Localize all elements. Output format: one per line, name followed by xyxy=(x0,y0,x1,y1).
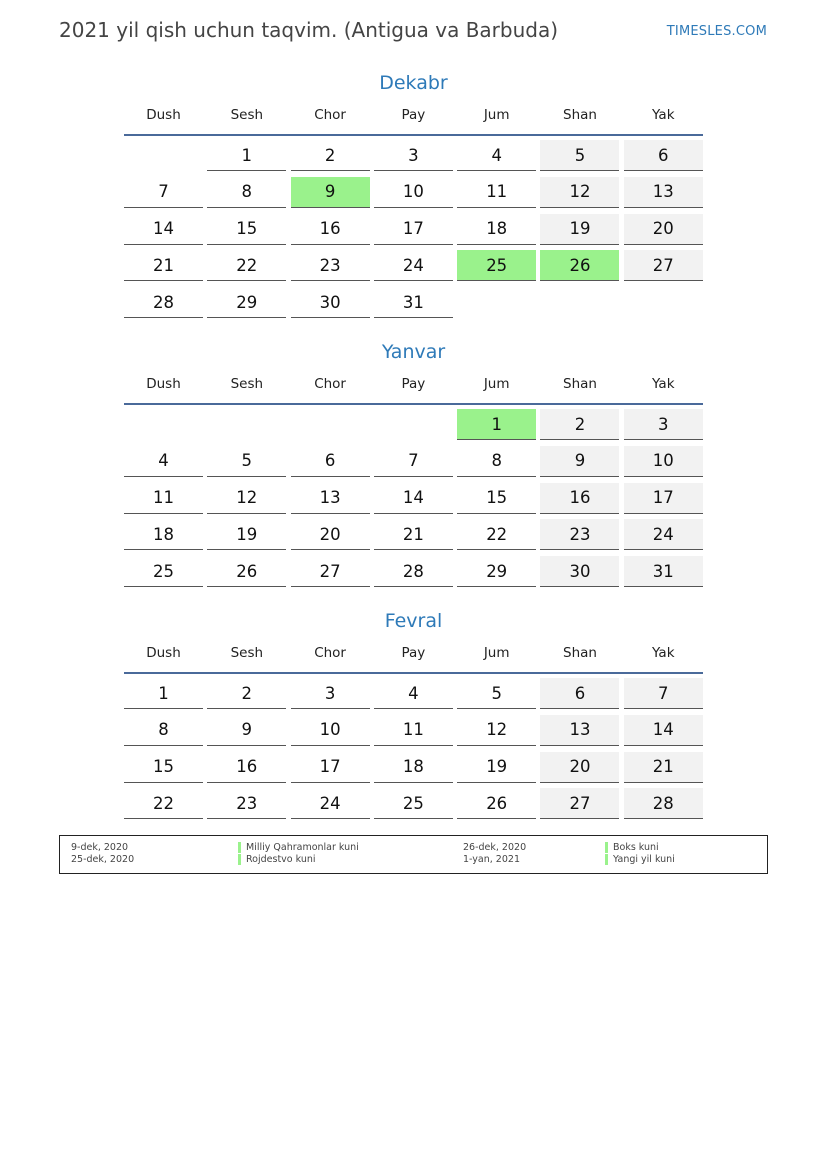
legend-holiday-name: Rojdestvo kuni xyxy=(246,854,316,865)
legend-date: 9-dek, 2020 xyxy=(71,842,129,853)
day-cell: 2 xyxy=(207,678,286,709)
day-cell: 22 xyxy=(457,519,536,550)
day-cell: 17 xyxy=(374,214,453,245)
day-cell: 23 xyxy=(291,250,370,281)
legend-date: 26-dek, 2020 xyxy=(463,842,527,853)
day-cell: 21 xyxy=(624,752,703,783)
day-cell: 16 xyxy=(207,752,286,783)
day-cell: 3 xyxy=(291,678,370,709)
day-cell: 9 xyxy=(207,715,286,746)
holiday-color-marker xyxy=(605,842,608,853)
day-cell: 6 xyxy=(540,678,619,709)
day-cell: 20 xyxy=(540,752,619,783)
day-cell: 6 xyxy=(624,140,703,171)
weekday-label: Yak xyxy=(652,375,675,392)
day-cell: 18 xyxy=(457,214,536,245)
day-cell: 25 xyxy=(374,788,453,819)
day-cell: 27 xyxy=(624,250,703,281)
weekday-header xyxy=(124,639,703,666)
empty-day-cell xyxy=(124,140,203,170)
day-cell: 8 xyxy=(124,715,203,746)
day-cell: 19 xyxy=(540,214,619,245)
month-december xyxy=(124,68,703,324)
day-cell: 13 xyxy=(624,177,703,208)
day-cell: 10 xyxy=(291,715,370,746)
weekday-label: Dush xyxy=(146,644,181,661)
day-cell: 23 xyxy=(207,788,286,819)
day-cell: 18 xyxy=(124,519,203,550)
day-cell: 19 xyxy=(207,519,286,550)
legend-date: 1-yan, 2021 xyxy=(463,854,520,865)
day-grid xyxy=(124,409,703,593)
weekday-label: Dush xyxy=(146,375,181,392)
day-cell: 11 xyxy=(124,483,203,514)
day-cell: 28 xyxy=(124,287,203,318)
day-grid xyxy=(124,140,703,324)
day-cell: 29 xyxy=(207,287,286,318)
weekday-label: Chor xyxy=(314,106,346,123)
month-title: Dekabr xyxy=(379,72,448,94)
holiday-day-cell: 1 xyxy=(457,409,536,440)
holiday-day-cell: 9 xyxy=(291,177,370,208)
day-cell: 14 xyxy=(624,715,703,746)
day-cell: 24 xyxy=(291,788,370,819)
weekday-label: Jum xyxy=(483,644,510,661)
day-cell: 15 xyxy=(207,214,286,245)
weekday-header xyxy=(124,370,703,397)
header-divider xyxy=(124,134,703,136)
day-cell: 22 xyxy=(124,788,203,819)
day-cell: 14 xyxy=(374,483,453,514)
day-cell: 20 xyxy=(291,519,370,550)
weekday-label: Chor xyxy=(314,375,346,392)
day-cell: 2 xyxy=(540,409,619,440)
day-cell: 4 xyxy=(374,678,453,709)
day-cell: 8 xyxy=(457,446,536,477)
day-cell: 11 xyxy=(374,715,453,746)
day-cell: 29 xyxy=(457,556,536,587)
day-cell: 16 xyxy=(540,483,619,514)
weekday-label: Yak xyxy=(652,644,675,661)
day-cell: 10 xyxy=(624,446,703,477)
day-cell: 19 xyxy=(457,752,536,783)
day-cell: 7 xyxy=(624,678,703,709)
day-cell: 15 xyxy=(457,483,536,514)
day-cell: 12 xyxy=(207,483,286,514)
day-cell: 17 xyxy=(624,483,703,514)
page-title: 2021 yil qish uchun taqvim. (Antigua va Barbuda) xyxy=(59,18,559,42)
day-cell: 7 xyxy=(124,177,203,208)
day-cell: 18 xyxy=(374,752,453,783)
day-cell: 31 xyxy=(624,556,703,587)
holiday-legend xyxy=(59,835,768,874)
weekday-label: Pay xyxy=(401,375,426,392)
day-cell: 2 xyxy=(291,140,370,171)
day-cell: 13 xyxy=(291,483,370,514)
weekday-label: Sesh xyxy=(230,106,264,123)
day-cell: 14 xyxy=(124,214,203,245)
day-cell: 26 xyxy=(457,788,536,819)
weekday-header xyxy=(124,101,703,128)
day-cell: 25 xyxy=(124,556,203,587)
day-cell: 13 xyxy=(540,715,619,746)
day-cell: 30 xyxy=(291,287,370,318)
day-cell: 23 xyxy=(540,519,619,550)
day-cell: 5 xyxy=(207,446,286,477)
day-cell: 3 xyxy=(624,409,703,440)
weekday-label: Chor xyxy=(314,644,346,661)
legend-date: 25-dek, 2020 xyxy=(71,854,135,865)
day-cell: 22 xyxy=(207,250,286,281)
day-cell: 8 xyxy=(207,177,286,208)
day-cell: 5 xyxy=(540,140,619,171)
weekday-label: Shan xyxy=(563,644,597,661)
day-cell: 28 xyxy=(374,556,453,587)
legend-holiday-name: Milliy Qahramonlar kuni xyxy=(246,842,359,853)
holiday-color-marker xyxy=(238,842,241,853)
day-cell: 11 xyxy=(457,177,536,208)
empty-day-cell xyxy=(207,409,286,439)
empty-day-cell xyxy=(124,409,203,439)
empty-day-cell xyxy=(291,409,370,439)
day-cell: 27 xyxy=(291,556,370,587)
day-cell: 6 xyxy=(291,446,370,477)
day-cell: 4 xyxy=(124,446,203,477)
legend-holiday-name: Yangi yil kuni xyxy=(613,854,675,865)
day-cell: 1 xyxy=(124,678,203,709)
weekday-label: Jum xyxy=(483,375,510,392)
day-cell: 21 xyxy=(374,519,453,550)
day-cell: 7 xyxy=(374,446,453,477)
site-link[interactable]: TIMESLES.COM xyxy=(666,24,767,39)
month-title: Yanvar xyxy=(381,341,446,363)
weekday-label: Sesh xyxy=(230,644,264,661)
holiday-color-marker xyxy=(605,854,608,865)
month-january xyxy=(124,337,703,593)
day-cell: 31 xyxy=(374,287,453,318)
weekday-label: Pay xyxy=(401,106,426,123)
day-cell: 17 xyxy=(291,752,370,783)
day-cell: 10 xyxy=(374,177,453,208)
day-cell: 3 xyxy=(374,140,453,171)
weekday-label: Sesh xyxy=(230,375,264,392)
holiday-color-marker xyxy=(238,854,241,865)
day-cell: 30 xyxy=(540,556,619,587)
day-cell: 21 xyxy=(124,250,203,281)
day-cell: 12 xyxy=(457,715,536,746)
holiday-day-cell: 26 xyxy=(540,250,619,281)
day-cell: 5 xyxy=(457,678,536,709)
weekday-label: Dush xyxy=(146,106,181,123)
weekday-label: Shan xyxy=(563,106,597,123)
month-february xyxy=(124,606,703,825)
legend-holiday-name: Boks kuni xyxy=(613,842,659,853)
header-divider xyxy=(124,672,703,674)
day-cell: 24 xyxy=(374,250,453,281)
day-grid xyxy=(124,678,703,825)
weekday-label: Jum xyxy=(483,106,510,123)
day-cell: 9 xyxy=(540,446,619,477)
weekday-label: Yak xyxy=(652,106,675,123)
day-cell: 27 xyxy=(540,788,619,819)
header-divider xyxy=(124,403,703,405)
day-cell: 12 xyxy=(540,177,619,208)
holiday-day-cell: 25 xyxy=(457,250,536,281)
day-cell: 4 xyxy=(457,140,536,171)
day-cell: 1 xyxy=(207,140,286,171)
day-cell: 26 xyxy=(207,556,286,587)
weekday-label: Shan xyxy=(563,375,597,392)
month-title: Fevral xyxy=(384,610,443,632)
weekday-label: Pay xyxy=(401,644,426,661)
empty-day-cell xyxy=(374,409,453,439)
day-cell: 28 xyxy=(624,788,703,819)
day-cell: 20 xyxy=(624,214,703,245)
day-cell: 15 xyxy=(124,752,203,783)
day-cell: 16 xyxy=(291,214,370,245)
day-cell: 24 xyxy=(624,519,703,550)
